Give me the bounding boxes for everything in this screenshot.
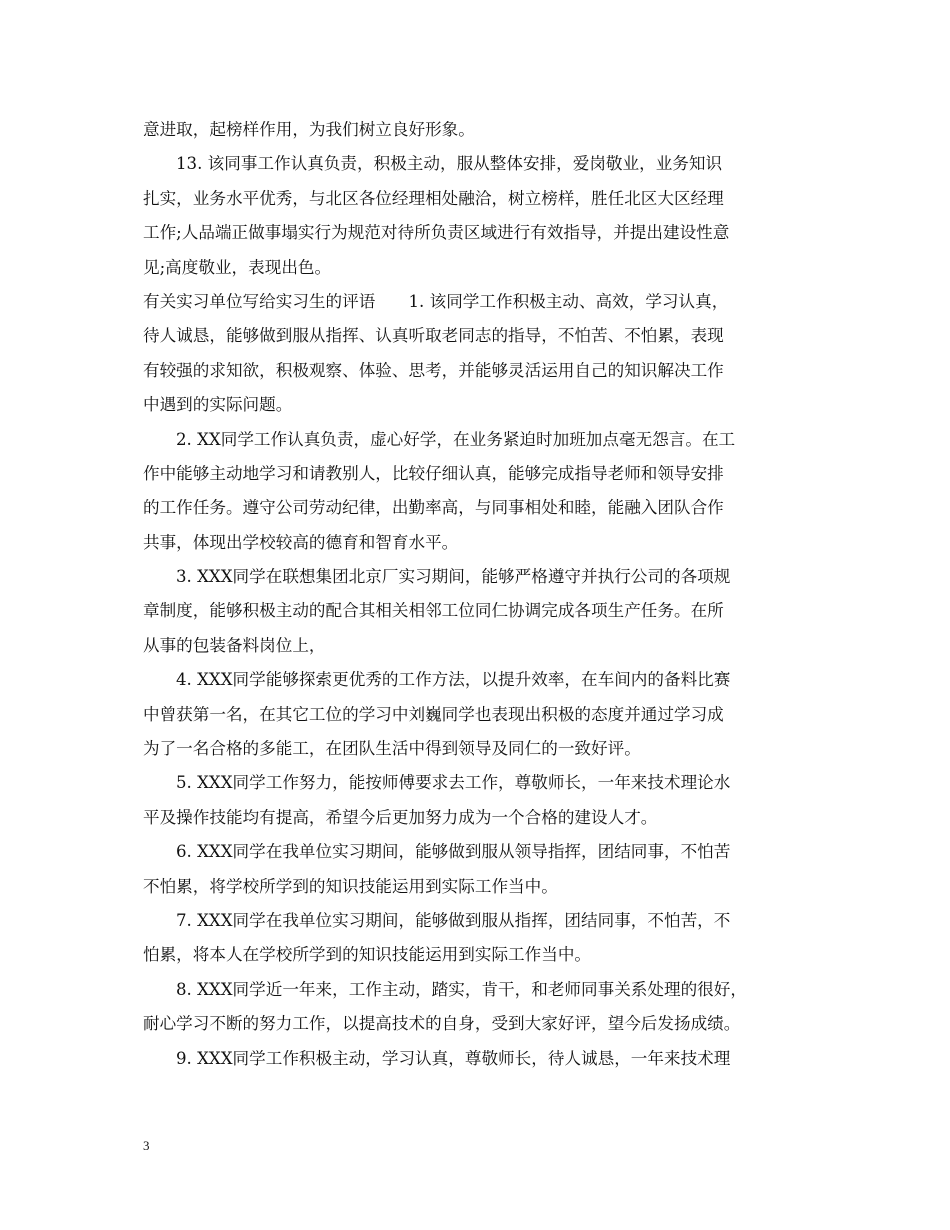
text-line: 8. XXX同学近一年来，工作主动，踏实，肯干，和老师同事关系处理的很好， — [176, 979, 747, 999]
text-line: 工作;人品端正做事塌实行为规范对待所负责区域进行有效指导，并提出建设性意 — [143, 223, 730, 243]
text-line: 平及操作技能均有提高，希望今后更加努力成为一个合格的建设人才。 — [143, 807, 658, 827]
text-line: 扎实，业务水平优秀，与北区各位经理相处融洽，树立榜样，胜任北区大区经理 — [143, 188, 724, 208]
text-line: 的工作任务。遵守公司劳动纪律，出勤率高，与同事相处和睦，能融入团队合作 — [143, 498, 724, 518]
text-line: 有较强的求知欲，积极观察、体验、思考，并能够灵活运用自己的知识解决工作 — [143, 360, 724, 380]
text-line: 中曾获第一名，在其它工位的学习中刘巍同学也表现出积极的态度并通过学习成 — [143, 704, 724, 724]
text-line: 有关实习单位写给实习生的评语 1. 该同学工作积极主动、高效，学习认真， — [143, 291, 729, 311]
text-line: 待人诚恳，能够做到服从指挥、认真听取老同志的指导，不怕苦、不怕累，表现 — [143, 326, 724, 346]
text-line: 4. XXX同学能够探索更优秀的工作方法，以提升效率，在车间内的备料比赛 — [176, 670, 731, 690]
text-line: 意进取，起榜样作用，为我们树立良好形象。 — [143, 120, 475, 139]
text-line: 2. XX同学工作认真负责，虚心好学，在业务紧迫时加班加点毫无怨言。在工 — [176, 429, 736, 449]
text-line: 6. XXX同学在我单位实习期间，能够做到服从领导指挥，团结同事，不怕苦 — [176, 842, 731, 862]
text-line: 7. XXX同学在我单位实习期间，能够做到服从指挥，团结同事，不怕苦，不 — [176, 910, 731, 930]
text-line: 见;高度敬业，表现出色。 — [143, 257, 332, 277]
text-line: 13. 该同事工作认真负责，积极主动，服从整体安排，爱岗敬业，业务知识 — [176, 154, 723, 174]
text-line: 章制度，能够积极主动的配合其相关相邻工位同仁协调完成各项生产任务。在所 — [143, 601, 724, 621]
text-line: 5. XXX同学工作努力，能按师傅要求去工作，尊敬师长，一年来技术理论水 — [176, 773, 731, 793]
text-line: 为了一名合格的多能工，在团队生活中得到领导及同仁的一致好评。 — [143, 739, 641, 759]
text-line: 怕累，将本人在学校所学到的知识技能运用到实际工作当中。 — [143, 945, 592, 965]
text-line: 3. XXX同学在联想集团北京厂实习期间，能够严格遵守并执行公司的各项规 — [176, 567, 731, 587]
document-body — [143, 113, 811, 1076]
text-line: 耐心学习不断的努力工作，以提高技术的自身，受到大家好评，望今后发扬成绩。 — [143, 1014, 741, 1034]
text-line: 不怕累，将学校所学到的知识技能运用到实际工作当中。 — [143, 876, 558, 896]
page-number: 3 — [143, 1138, 150, 1153]
text-line: 中遇到的实际问题。 — [143, 395, 293, 415]
text-line: 9. XXX同学工作积极主动，学习认真，尊敬师长，待人诚恳，一年来技术理 — [176, 1048, 731, 1068]
text-line: 共事，体现出学校较高的德育和智育水平。 — [143, 532, 459, 552]
text-line: 作中能够主动地学习和请教别人，比较仔细认真，能够完成指导老师和领导安排 — [143, 463, 724, 483]
text-line: 从事的包装备料岗位上， — [143, 635, 326, 655]
